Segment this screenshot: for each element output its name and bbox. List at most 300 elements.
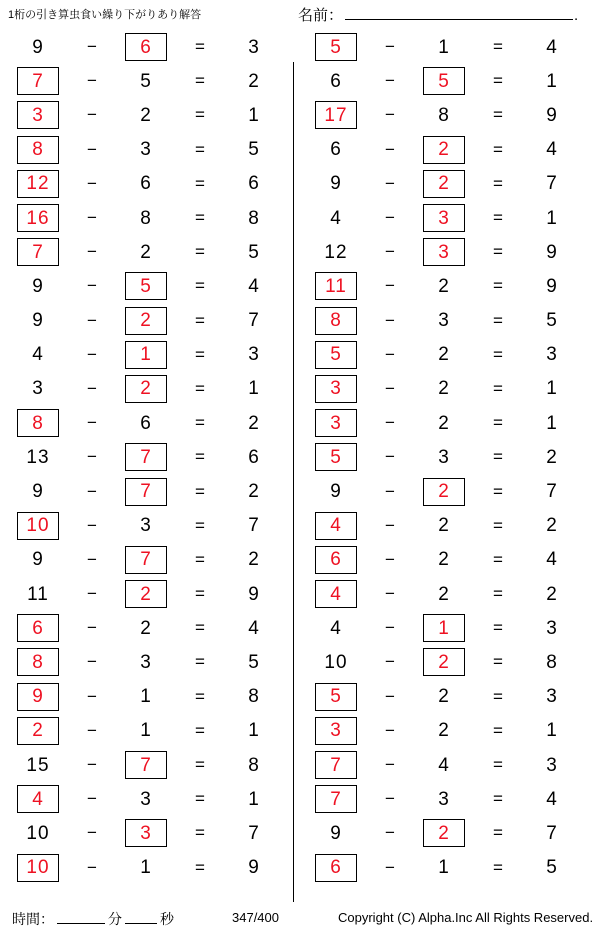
equals-operator: =: [493, 686, 503, 706]
result-cell: [520, 716, 584, 746]
result-value: 6: [248, 173, 260, 195]
operand-b-cell: [114, 100, 178, 130]
result-value: 8: [248, 754, 260, 776]
page-number: 347/400: [232, 910, 279, 925]
answer-box-operand-b[interactable]: 7: [125, 546, 167, 574]
result-value: 2: [248, 549, 260, 571]
result-value: 8: [248, 686, 260, 708]
answer-box-operand-a[interactable]: 5: [315, 341, 357, 369]
operand-a-value: 6: [330, 139, 342, 161]
minus-operator: −: [87, 37, 97, 57]
equals-operator: =: [493, 276, 503, 296]
result-value: 3: [546, 617, 558, 639]
operand-b-cell: [412, 818, 476, 848]
operand-b-cell: [114, 32, 178, 62]
minus-operator: −: [385, 173, 395, 193]
operand-a-value: 6: [330, 70, 342, 92]
operand-b-cell: [412, 340, 476, 370]
result-cell: [222, 32, 286, 62]
operand-b-cell: [412, 306, 476, 336]
problem-row: [304, 816, 592, 850]
result-cell: [222, 511, 286, 541]
problem-row: [6, 304, 294, 338]
minus-operator: −: [385, 37, 395, 57]
result-value: 2: [248, 412, 260, 434]
operand-b-cell: [412, 442, 476, 472]
operand-a-cell: [304, 750, 368, 780]
seconds-unit: 秒: [160, 911, 174, 927]
result-cell: [520, 66, 584, 96]
answer-box-operand-a[interactable]: 6: [315, 854, 357, 882]
operand-b-cell: [114, 545, 178, 575]
answer-box-operand-a[interactable]: 10: [17, 854, 59, 882]
minus-operator: −: [385, 310, 395, 330]
result-value: 1: [546, 720, 558, 742]
operand-a-cell: [6, 340, 70, 370]
problem-row: [304, 338, 592, 372]
problem-row: [6, 440, 294, 474]
operand-b-cell: [114, 374, 178, 404]
minus-operator: −: [385, 447, 395, 467]
operand-a-cell: [6, 271, 70, 301]
result-value: 1: [248, 378, 260, 400]
operand-b-cell: [412, 66, 476, 96]
name-period: .: [574, 7, 579, 24]
answer-box-operand-a[interactable]: 4: [17, 785, 59, 813]
result-value: 2: [546, 446, 558, 468]
equals-operator: =: [195, 344, 205, 364]
problem-row: [6, 748, 294, 782]
operand-b-cell: [412, 237, 476, 267]
problem-row: [6, 645, 294, 679]
minus-operator: −: [87, 139, 97, 159]
minus-operator: −: [87, 310, 97, 330]
result-cell: [222, 853, 286, 883]
result-cell: [222, 716, 286, 746]
result-cell: [520, 647, 584, 677]
equals-operator: =: [493, 549, 503, 569]
answer-box-operand-a[interactable]: 7: [17, 67, 59, 95]
minus-operator: −: [385, 652, 395, 672]
result-value: 8: [248, 207, 260, 229]
operand-b-value: 2: [438, 275, 450, 297]
answer-box-operand-b[interactable]: 3: [423, 204, 465, 232]
result-cell: [222, 306, 286, 336]
result-cell: [222, 477, 286, 507]
minus-operator: −: [385, 71, 395, 91]
minus-operator: −: [385, 481, 395, 501]
answer-box-operand-a[interactable]: 4: [315, 580, 357, 608]
answer-box-operand-b[interactable]: 2: [125, 580, 167, 608]
operand-a-value: 9: [330, 481, 342, 503]
minus-operator: −: [385, 857, 395, 877]
equals-operator: =: [493, 242, 503, 262]
operand-a-cell: [304, 374, 368, 404]
operand-a-value: 11: [27, 583, 49, 605]
operand-a-cell: [6, 511, 70, 541]
operand-b-cell: [114, 579, 178, 609]
result-cell: [520, 818, 584, 848]
minus-operator: −: [87, 755, 97, 775]
operand-b-cell: [412, 716, 476, 746]
problem-row: [6, 474, 294, 508]
operand-a-cell: [304, 66, 368, 96]
answer-box-operand-a[interactable]: 12: [17, 170, 59, 198]
answer-box-operand-a[interactable]: 9: [17, 683, 59, 711]
name-field-area: [298, 4, 578, 25]
result-value: 5: [248, 651, 260, 673]
operand-a-cell: [304, 442, 368, 472]
answer-box-operand-b[interactable]: 2: [423, 648, 465, 676]
answer-box-operand-a[interactable]: 17: [315, 101, 357, 129]
operand-a-cell: [304, 716, 368, 746]
operand-b-cell: [114, 716, 178, 746]
operand-a-cell: [304, 818, 368, 848]
result-cell: [222, 613, 286, 643]
operand-b-value: 2: [438, 549, 450, 571]
minus-operator: −: [87, 789, 97, 809]
operand-b-cell: [412, 579, 476, 609]
minus-operator: −: [87, 173, 97, 193]
equals-operator: =: [195, 549, 205, 569]
equals-operator: =: [493, 344, 503, 364]
operand-a-cell: [6, 203, 70, 233]
result-cell: [222, 682, 286, 712]
answer-box-operand-a[interactable]: 10: [17, 512, 59, 540]
operand-b-value: 2: [438, 720, 450, 742]
operand-b-cell: [412, 203, 476, 233]
operand-a-value: 9: [32, 275, 44, 297]
minus-operator: −: [87, 720, 97, 740]
result-cell: [222, 169, 286, 199]
minus-operator: −: [87, 413, 97, 433]
operand-a-cell: [6, 647, 70, 677]
problem-row: [6, 577, 294, 611]
operand-a-cell: [304, 408, 368, 438]
result-value: 1: [546, 412, 558, 434]
operand-a-value: 9: [32, 310, 44, 332]
minus-operator: −: [385, 755, 395, 775]
equals-operator: =: [195, 515, 205, 535]
problem-list-right: [304, 30, 592, 885]
problem-row: [304, 714, 592, 748]
answer-box-operand-a[interactable]: 3: [315, 409, 357, 437]
equals-operator: =: [493, 515, 503, 535]
equals-operator: =: [493, 823, 503, 843]
operand-b-cell: [114, 853, 178, 883]
operand-a-cell: [304, 853, 368, 883]
problem-column-left: [6, 30, 294, 900]
answer-box-operand-b[interactable]: 6: [125, 33, 167, 61]
problem-row: [304, 235, 592, 269]
result-value: 4: [546, 788, 558, 810]
operand-b-value: 1: [140, 720, 152, 742]
result-cell: [520, 545, 584, 575]
operand-a-cell: [304, 545, 368, 575]
result-cell: [520, 237, 584, 267]
result-value: 2: [546, 583, 558, 605]
operand-a-cell: [6, 818, 70, 848]
operand-b-value: 2: [438, 583, 450, 605]
problem-row: [304, 98, 592, 132]
answer-box-operand-b[interactable]: 2: [125, 375, 167, 403]
problem-row: [304, 269, 592, 303]
operand-b-value: 1: [140, 857, 152, 879]
answer-box-operand-a[interactable]: 8: [17, 136, 59, 164]
result-value: 5: [546, 310, 558, 332]
result-value: 6: [248, 446, 260, 468]
answer-box-operand-a[interactable]: 8: [315, 307, 357, 335]
problem-row: [6, 406, 294, 440]
operand-b-value: 3: [438, 788, 450, 810]
equals-operator: =: [493, 173, 503, 193]
operand-b-cell: [412, 169, 476, 199]
result-cell: [520, 477, 584, 507]
equals-operator: =: [195, 755, 205, 775]
answer-box-operand-a[interactable]: 3: [315, 717, 357, 745]
equals-operator: =: [195, 139, 205, 159]
operand-b-cell: [114, 477, 178, 507]
result-value: 3: [546, 754, 558, 776]
answer-box-operand-b[interactable]: 2: [423, 819, 465, 847]
result-cell: [520, 408, 584, 438]
minus-operator: −: [385, 139, 395, 159]
problem-row: [304, 474, 592, 508]
problem-row: [6, 30, 294, 64]
operand-b-value: 1: [438, 36, 450, 58]
operand-a-cell: [6, 750, 70, 780]
result-value: 5: [546, 857, 558, 879]
result-value: 7: [248, 310, 260, 332]
operand-b-cell: [114, 306, 178, 336]
equals-operator: =: [195, 242, 205, 262]
answer-box-operand-a[interactable]: 5: [315, 683, 357, 711]
problem-row: [304, 167, 592, 201]
equals-operator: =: [195, 276, 205, 296]
equals-operator: =: [195, 447, 205, 467]
answer-box-operand-a[interactable]: 4: [315, 512, 357, 540]
operand-b-value: 3: [140, 788, 152, 810]
operand-a-cell: [6, 237, 70, 267]
problem-row: [304, 30, 592, 64]
answer-box-operand-b[interactable]: 2: [125, 307, 167, 335]
result-value: 9: [546, 241, 558, 263]
result-cell: [520, 203, 584, 233]
page-header: [0, 0, 600, 30]
minus-operator: −: [385, 344, 395, 364]
operand-b-cell: [114, 408, 178, 438]
operand-a-cell: [304, 169, 368, 199]
answer-box-operand-a[interactable]: 7: [315, 785, 357, 813]
problem-row: [6, 851, 294, 885]
answer-box-operand-b[interactable]: 5: [423, 67, 465, 95]
seconds-input-line[interactable]: [125, 909, 157, 924]
operand-b-value: 2: [438, 686, 450, 708]
operand-a-cell: [6, 408, 70, 438]
operand-b-cell: [412, 545, 476, 575]
answer-box-operand-a[interactable]: 11: [315, 272, 357, 300]
answer-box-operand-a[interactable]: 16: [17, 204, 59, 232]
operand-a-cell: [304, 613, 368, 643]
result-cell: [222, 750, 286, 780]
answer-box-operand-b[interactable]: 5: [125, 272, 167, 300]
result-value: 1: [248, 788, 260, 810]
answer-box-operand-a[interactable]: 3: [17, 101, 59, 129]
problem-row: [304, 372, 592, 406]
result-value: 9: [546, 104, 558, 126]
operand-a-cell: [6, 442, 70, 472]
equals-operator: =: [195, 481, 205, 501]
operand-a-cell: [304, 271, 368, 301]
answer-box-operand-a[interactable]: 8: [17, 409, 59, 437]
answer-box-operand-b[interactable]: 7: [125, 751, 167, 779]
operand-a-value: 9: [32, 36, 44, 58]
result-cell: [520, 511, 584, 541]
equals-operator: =: [195, 378, 205, 398]
result-value: 3: [248, 36, 260, 58]
operand-a-value: 9: [32, 481, 44, 503]
equals-operator: =: [493, 755, 503, 775]
result-cell: [520, 306, 584, 336]
problem-column-right: [304, 30, 592, 900]
answer-box-operand-b[interactable]: 2: [423, 136, 465, 164]
answer-box-operand-b[interactable]: 2: [423, 478, 465, 506]
minutes-unit: 分: [108, 911, 122, 927]
minus-operator: −: [385, 789, 395, 809]
answer-box-operand-b[interactable]: 1: [125, 341, 167, 369]
operand-b-cell: [412, 682, 476, 712]
operand-b-value: 2: [438, 378, 450, 400]
minus-operator: −: [87, 686, 97, 706]
equals-operator: =: [493, 37, 503, 57]
answer-box-operand-a[interactable]: 8: [17, 648, 59, 676]
minutes-input-line[interactable]: [57, 909, 105, 924]
answer-box-operand-b[interactable]: 2: [423, 170, 465, 198]
operand-b-cell: [114, 511, 178, 541]
answer-box-operand-b[interactable]: 1: [423, 614, 465, 642]
problem-columns: [0, 30, 600, 900]
answer-box-operand-a[interactable]: 5: [315, 443, 357, 471]
answer-box-operand-a[interactable]: 2: [17, 717, 59, 745]
result-value: 2: [546, 515, 558, 537]
operand-b-cell: [412, 374, 476, 404]
operand-a-value: 12: [324, 241, 348, 263]
result-cell: [222, 203, 286, 233]
operand-b-value: 3: [140, 515, 152, 537]
operand-a-cell: [304, 135, 368, 165]
result-value: 5: [248, 241, 260, 263]
equals-operator: =: [195, 618, 205, 638]
result-cell: [222, 818, 286, 848]
result-value: 7: [248, 822, 260, 844]
answer-box-operand-a[interactable]: 5: [315, 33, 357, 61]
operand-b-cell: [412, 613, 476, 643]
result-cell: [222, 374, 286, 404]
equals-operator: =: [195, 37, 205, 57]
page-footer: [0, 901, 600, 937]
minus-operator: −: [87, 823, 97, 843]
operand-a-value: 13: [26, 446, 50, 468]
result-cell: [222, 340, 286, 370]
result-cell: [520, 169, 584, 199]
operand-a-value: 3: [32, 378, 44, 400]
operand-b-cell: [114, 135, 178, 165]
result-value: 7: [546, 822, 558, 844]
problem-row: [304, 543, 592, 577]
operand-b-value: 1: [140, 686, 152, 708]
result-cell: [520, 784, 584, 814]
operand-b-value: 2: [140, 617, 152, 639]
minus-operator: −: [385, 105, 395, 125]
operand-a-cell: [304, 647, 368, 677]
operand-b-value: 3: [438, 446, 450, 468]
answer-box-operand-a[interactable]: 3: [315, 375, 357, 403]
equals-operator: =: [493, 618, 503, 638]
operand-b-value: 2: [140, 104, 152, 126]
problem-row: [304, 64, 592, 98]
answer-box-operand-a[interactable]: 6: [315, 546, 357, 574]
equals-operator: =: [493, 789, 503, 809]
result-cell: [520, 32, 584, 62]
operand-b-cell: [114, 647, 178, 677]
answer-box-operand-b[interactable]: 3: [125, 819, 167, 847]
answer-box-operand-b[interactable]: 7: [125, 478, 167, 506]
copyright-notice: Copyright (C) Alpha.Inc All Rights Reserved.: [338, 910, 594, 925]
result-cell: [520, 853, 584, 883]
result-cell: [222, 784, 286, 814]
operand-b-value: 1: [438, 857, 450, 879]
problem-row: [304, 748, 592, 782]
operand-a-cell: [6, 135, 70, 165]
minus-operator: −: [87, 378, 97, 398]
answer-box-operand-b[interactable]: 7: [125, 443, 167, 471]
equals-operator: =: [195, 789, 205, 809]
operand-b-value: 3: [140, 139, 152, 161]
problem-row: [6, 133, 294, 167]
result-value: 1: [248, 720, 260, 742]
operand-a-value: 15: [26, 754, 50, 776]
result-cell: [520, 271, 584, 301]
problem-row: [6, 680, 294, 714]
name-input-line[interactable]: [345, 4, 573, 20]
problem-list-left: [6, 30, 294, 885]
answer-box-operand-a[interactable]: 6: [17, 614, 59, 642]
answer-box-operand-b[interactable]: 3: [423, 238, 465, 266]
operand-b-value: 2: [438, 412, 450, 434]
answer-box-operand-a[interactable]: 7: [17, 238, 59, 266]
operand-b-value: 5: [140, 70, 152, 92]
result-cell: [222, 442, 286, 472]
problem-row: [6, 782, 294, 816]
equals-operator: =: [493, 413, 503, 433]
problem-row: [304, 440, 592, 474]
result-value: 1: [546, 207, 558, 229]
problem-row: [304, 680, 592, 714]
problem-row: [6, 338, 294, 372]
equals-operator: =: [493, 481, 503, 501]
column-divider: [293, 62, 294, 902]
equals-operator: =: [195, 720, 205, 740]
operand-b-cell: [412, 750, 476, 780]
answer-box-operand-a[interactable]: 7: [315, 751, 357, 779]
problem-row: [304, 304, 592, 338]
problem-row: [6, 372, 294, 406]
result-value: 8: [546, 651, 558, 673]
equals-operator: =: [493, 105, 503, 125]
problem-row: [6, 98, 294, 132]
operand-a-cell: [6, 853, 70, 883]
result-cell: [222, 579, 286, 609]
